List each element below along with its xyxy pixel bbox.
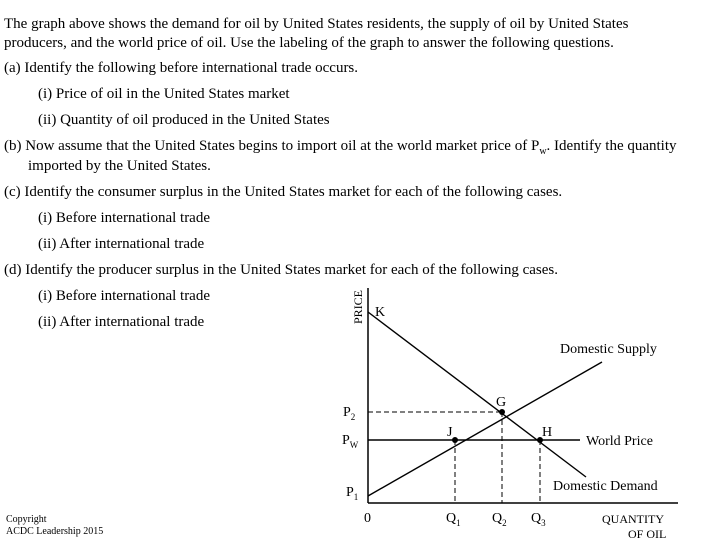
question-c-i: (i) Before international trade — [38, 210, 211, 226]
label-q2-sub: 2 — [502, 518, 507, 528]
label-q1 — [446, 511, 461, 528]
origin-label: 0 — [364, 511, 371, 526]
label-p1-main: P — [346, 485, 354, 500]
label-q3-main: Q — [531, 511, 542, 526]
question-c: (c) Identify the consumer surplus in the United States market for each of the following cases. — [4, 184, 563, 200]
label-q1-main: Q — [446, 511, 457, 526]
label-pw-sub: W — [349, 440, 359, 450]
question-d: (d) Identify the producer surplus in the United States market for each of the following cases. — [4, 262, 558, 278]
question-a: (a) Identify the following before international trade occurs. — [4, 60, 359, 76]
label-g: G — [496, 395, 507, 410]
label-j: J — [447, 425, 453, 440]
copyright-line-1: Copyright — [6, 514, 47, 525]
question-d-i: (i) Before international trade — [38, 288, 211, 304]
intro-line-2: producers, and the world price of oil. Use the labeling of the graph to answer the following questions. — [4, 35, 614, 51]
x-axis-label-2: OF OIL — [628, 527, 667, 540]
label-q1-sub: 1 — [456, 518, 461, 528]
world-price-label: World Price — [586, 434, 653, 449]
label-pw — [342, 433, 359, 450]
copyright-line-2: ACDC Leadership 2015 — [6, 526, 104, 537]
domestic-supply-curve — [368, 362, 602, 496]
question-b-text-2: . Identify the quantity — [546, 138, 677, 154]
label-k: K — [375, 305, 386, 320]
label-q3 — [531, 511, 546, 528]
question-b-text: (b) Now assume that the United States begins to import oil at the world market price of P — [4, 138, 540, 154]
label-q2-main: Q — [492, 511, 503, 526]
y-axis-label: PRICE — [351, 289, 365, 324]
label-pw-main: P — [342, 433, 350, 448]
question-c-ii: (ii) After international trade — [38, 236, 205, 252]
intro-line-1: The graph above shows the demand for oil by United States residents, the supply of oil by United States — [4, 16, 629, 32]
x-axis-label-1: QUANTITY — [602, 512, 664, 526]
label-q2 — [492, 511, 507, 528]
label-p1-sub: 1 — [353, 492, 359, 502]
question-a-i: (i) Price of oil in the United States market — [38, 86, 290, 102]
supply-label: Domestic Supply — [560, 342, 657, 357]
question-b-line-2: imported by the United States. — [28, 158, 211, 174]
label-p2 — [343, 405, 355, 422]
question-a-ii: (ii) Quantity of oil produced in the United States — [38, 112, 330, 128]
question-d-ii: (ii) After international trade — [38, 314, 205, 330]
label-p1 — [346, 485, 358, 502]
domestic-demand-curve — [368, 312, 586, 477]
question-b-sub: w — [539, 146, 547, 157]
label-p2-sub: 2 — [350, 412, 356, 422]
label-p2-main: P — [343, 405, 351, 420]
demand-label: Domestic Demand — [553, 479, 658, 494]
label-h: H — [542, 425, 553, 440]
label-q3-sub: 3 — [541, 518, 546, 528]
point-j — [452, 437, 458, 443]
